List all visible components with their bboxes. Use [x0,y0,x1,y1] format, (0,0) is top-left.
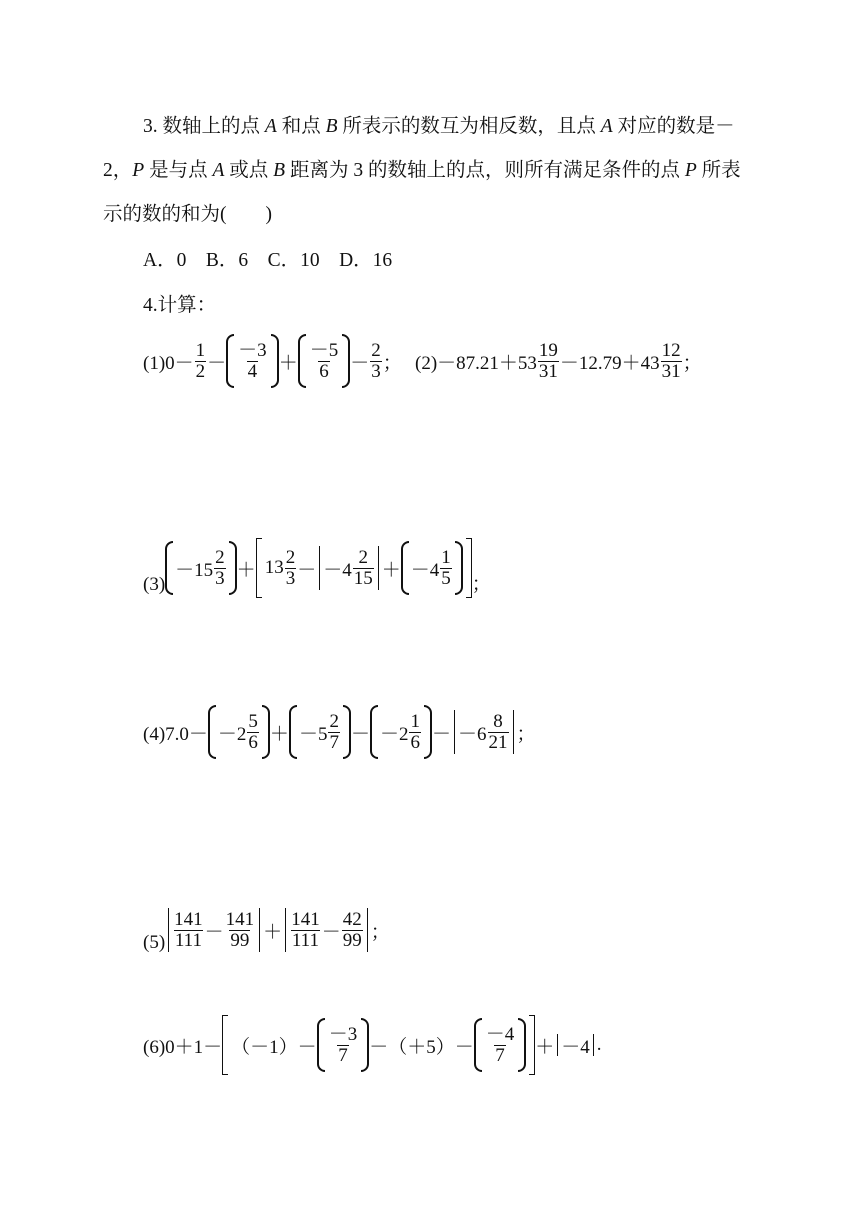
right-parenthesis [229,541,237,595]
absolute-value-bar [557,1034,558,1056]
math-text: ； [370,921,390,943]
fraction-denominator: 7 [338,1044,348,1066]
fraction-numerator: －4 [485,1023,515,1045]
math-text: －（＋5）－ [369,1036,474,1058]
fraction [661,341,682,382]
absolute-value-bar [285,908,286,952]
text-run: 所表示的数互为相反数，且点 [337,116,601,137]
fraction [353,548,374,589]
italic-variable: A [264,116,277,137]
fraction-numerator: 1 [441,546,451,568]
absolute-value-bar [378,546,379,590]
fraction-denominator: 15 [353,567,373,589]
fraction [328,712,340,753]
fraction-denominator: 7 [495,1044,505,1066]
absolute-value-bar [319,546,320,590]
italic-variable: P [684,160,697,181]
math-text: － [431,723,451,745]
absolute-value-bar [593,1034,594,1056]
parenthesized-group [370,705,432,759]
math-text: (5) [143,932,166,953]
fraction [195,341,207,382]
fraction [309,341,340,382]
italic-variable: A [600,116,613,137]
fraction-denominator: 31 [538,360,558,382]
q4-problem-4 [143,700,536,764]
parenthesized-group [401,541,463,595]
fraction-numerator: 1 [410,710,420,732]
fraction-denominator: 31 [661,360,681,382]
text-run: 和点 [276,116,326,137]
fraction-numerator: 2 [371,339,381,361]
fraction [488,712,509,753]
math-text: ； [382,352,402,374]
fraction-numerator: 141 [291,908,320,930]
text-run: 所表 [696,160,741,181]
left-parenthesis [317,1018,325,1072]
q4-problem-2 [415,331,702,391]
right-parenthesis [342,334,350,388]
math-text: （－1） [231,1036,298,1058]
text-run: 3. 数轴上的点 [143,116,265,137]
fraction [328,1025,359,1066]
math-text: －15 [175,559,214,581]
text-run: 或点 [224,160,274,181]
fraction-numerator: 12 [661,339,681,361]
math-text: (2)－87.21＋53 [415,352,537,374]
math-text: －5 [298,723,328,745]
left-parenthesis [370,705,378,759]
math-text: ＋ [263,921,283,943]
right-parenthesis [271,334,279,388]
fraction-denominator: 99 [230,929,250,951]
fraction-numerator: －3 [238,339,267,361]
fraction-denominator: 6 [319,360,329,382]
fraction-numerator: 42 [342,908,362,930]
fraction-numerator: 141 [225,908,255,930]
math-text: －12.79＋43 [559,352,660,374]
fraction [440,548,452,589]
fraction-denominator: 3 [371,360,381,382]
parenthesized-group [289,705,351,759]
fraction-denominator: 5 [441,567,451,589]
q3-line-3: 示的数的和为( ) [103,204,272,225]
math-text: － [350,723,370,745]
fraction-denominator: 6 [248,731,258,753]
fraction [214,548,226,589]
math-text: ； [471,574,491,595]
fraction-denominator: 7 [329,731,339,753]
fraction-numerator: －5 [309,339,339,361]
fraction [290,910,321,951]
math-text: －4 [561,1036,590,1058]
text-run: 是与点 [144,160,213,181]
text-run: 2， [103,160,133,181]
left-parenthesis [208,705,216,759]
math-text: －2 [379,723,409,745]
absolute-value-bar [259,908,260,952]
fraction-numerator: 2 [285,546,296,568]
parenthesized-group [474,1018,527,1072]
fraction [285,548,297,589]
fraction-numerator: 5 [248,710,258,732]
absolute-value-bar [367,908,368,952]
parenthesized-group [298,334,351,388]
math-text: － [297,1036,317,1058]
right-parenthesis [424,705,432,759]
math-text: ＋ [269,723,289,745]
right-parenthesis [518,1018,526,1072]
math-text: － [204,921,224,943]
left-parenthesis [474,1018,482,1072]
text-run: 对应的数是－ [612,116,735,137]
q4-problem-1 [143,331,402,391]
italic-variable: B [325,116,338,137]
parenthesized-group [317,1018,370,1072]
math-text: －2 [217,723,247,745]
math-text: ＋ [535,1036,555,1058]
fraction-denominator: 4 [247,360,258,382]
math-text: (1)0－ [143,352,194,374]
fraction-denominator: 111 [291,929,319,951]
math-text: (3) [143,574,166,595]
fraction [538,341,559,382]
right-parenthesis [343,705,351,759]
q3-line-1 [143,115,860,139]
left-bracket [222,1015,228,1075]
math-text: ＋ [278,352,298,374]
fraction [247,712,259,753]
math-text: － [350,352,370,374]
right-parenthesis [361,1018,369,1072]
parenthesized-group [208,705,270,759]
fraction [485,1025,516,1066]
math-text: ； [516,723,536,745]
fraction-denominator: 2 [195,360,206,382]
math-text: － [297,559,317,581]
italic-variable: B [273,160,286,181]
q4-problem-6 [143,1010,602,1080]
text-run: 距离为 3 的数轴上的点，则所有满足条件的点 [285,160,685,181]
math-text: － [321,921,341,943]
left-parenthesis [226,334,234,388]
math-text: (6)0＋1－ [143,1036,223,1058]
fraction [237,341,268,382]
math-text: －4 [323,559,352,581]
q3-line-2 [103,159,860,183]
fraction-denominator: 6 [410,731,420,753]
math-text: 13 [264,557,284,578]
fraction-denominator: 21 [488,731,508,753]
left-bracket [256,538,262,598]
fraction-numerator: 2 [329,710,339,732]
q4-problem-3 [143,532,491,604]
left-parenthesis [298,334,306,388]
parenthesized-group [226,334,279,388]
left-parenthesis [401,541,409,595]
math-text: (4)7.0－ [143,723,208,745]
math-text: －6 [458,723,487,745]
left-parenthesis [289,705,297,759]
q3-options: A．0 B．6 C．10 D．16 [143,250,393,271]
fraction-numerator: 2 [358,546,368,568]
fraction [409,712,421,753]
fraction-denominator: 3 [285,567,296,589]
math-text: . [596,1034,602,1055]
fraction [225,910,256,951]
q4-title: 4.计算： [143,295,217,316]
math-text: ＋ [381,559,401,581]
absolute-value-bar [513,710,514,754]
right-parenthesis [262,705,270,759]
fraction-numerator: 19 [538,339,558,361]
fraction-numerator: 8 [493,710,503,732]
italic-variable: A [212,160,225,181]
left-parenthesis [165,541,173,595]
fraction-numerator: －3 [328,1023,358,1045]
math-text: ＋ [236,559,256,581]
fraction-numerator: 2 [215,546,225,568]
fraction-denominator: 111 [174,929,202,951]
parenthesized-group [165,541,237,595]
q4-problem-5 [143,900,390,960]
absolute-value-bar [454,710,455,754]
fraction-denominator: 99 [342,929,362,951]
math-text: ； [682,352,702,374]
absolute-value-bar [168,908,169,952]
fraction-numerator: 1 [195,339,206,361]
fraction-denominator: 3 [215,567,225,589]
math-text: － [207,352,227,374]
fraction-numerator: 141 [174,908,203,930]
fraction [342,910,363,951]
fraction [370,341,382,382]
fraction [173,910,204,951]
italic-variable: P [132,160,145,181]
math-text: －4 [410,559,440,581]
right-parenthesis [455,541,463,595]
